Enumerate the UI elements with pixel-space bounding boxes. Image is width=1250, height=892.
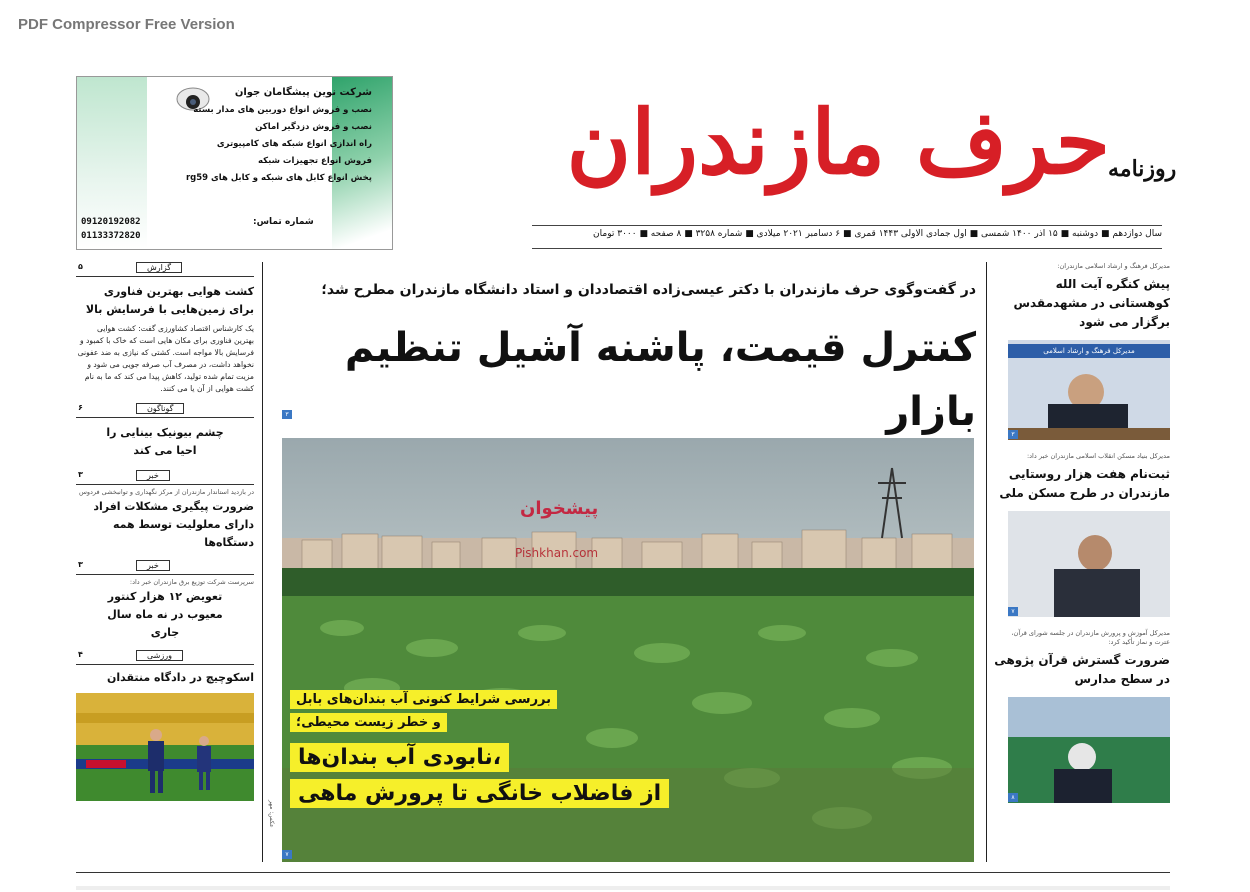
photo-headline: از فاضلاب خانگی تا پرورش ماهی (290, 779, 669, 808)
pdf-watermark: PDF Compressor Free Version (18, 16, 235, 33)
column-divider-left (262, 262, 263, 862)
section-tag-row: ۳ خبر (76, 560, 254, 575)
story-headline: اسکوچیچ در دادگاه منتقدان (107, 671, 254, 684)
left-column (76, 262, 254, 801)
dateline-bar (532, 225, 1162, 249)
photo-subcaption: بررسی شرایط کنونی آب بندان‌های بابل (290, 690, 557, 709)
section-tag: خبر (136, 470, 170, 481)
pishkhan-stamp: پیشخوان (520, 498, 599, 519)
photo-banner: مدیرکل فرهنگ و ارشاد اسلامی (1008, 344, 1170, 358)
football-photo (76, 693, 254, 801)
ad-line: نصب و فروش انواع دوربین های مدار بسته (193, 105, 372, 115)
story-headline: تعویض ۱۲ هزار کنتور معیوب در نه ماه سال جاری (107, 590, 223, 639)
section-tag: ورزشی (136, 650, 183, 661)
story-subheading: مدیرکل آموزش و پرورش مازندران در جلسه شورای قرآن، عترت و نماز تأکید کرد: (1011, 629, 1170, 646)
advertisement-box (76, 76, 393, 250)
story-subheading: مدیرکل بنیاد مسکن انقلاب اسلامی مازندران خبر داد: (1026, 452, 1170, 460)
ad-line: پخش انواع کابل های شبکه و کابل های rg59 (185, 173, 372, 183)
story-headline: کشت هوایی بهترین فناوری برای زمین‌هایی با فرسایش بالا (85, 285, 254, 316)
page-marker: ۷ (1008, 607, 1018, 616)
story-headline: ضرورت پیگیری مشکلات افراد دارای معلولیت توسط همه دستگاه‌ها (93, 500, 254, 549)
page-marker: ۷ (282, 850, 292, 859)
ad-line: راه اندازی انواع شبکه های کامپیوتری (216, 139, 372, 149)
story-photo (1008, 697, 1170, 803)
ad-phone-mobile: 09120192082 (81, 217, 141, 227)
section-tag: گوناگون (136, 403, 184, 414)
story-headline: پیش کنگره آیت الله کوهستانی در مشهدمقدس برگزار می شود (1013, 277, 1170, 329)
story-subheading: مدیرکل فرهنگ و ارشاد اسلامی مازندران: (1057, 262, 1170, 270)
right-column (994, 262, 1170, 803)
story-headline: چشم بیونیک بینایی را احیا می کند (106, 426, 224, 457)
photo-headline: نابودی آب بندان‌ها، (290, 743, 509, 772)
section-tag: خبر (136, 560, 170, 571)
page-marker: ۳ (282, 410, 292, 419)
ad-line: فروش انواع تجهیزات شبکه (258, 156, 372, 166)
story-body: یک کارشناس اقتصاد کشاورزی گفت: کشت هوایی بهترین فناوری برای مکان هایی است که خاک با کمبود و فرسایش بالا مواجه است. کشتی که نیازی به ضد عفونی نخواهد داشت، در مصرف آب صرفه جویی می شود و مزیت تمام شده تولید، کاهش پیدا می کند که ما به نام کشت هوایی از آن یا می کنند. (77, 324, 254, 393)
section-tag-row: ۵ گزارش (76, 262, 254, 277)
lead-kicker: در گفت‌وگوی حرف مازندران با دکتر عیسی‌زاده اقتصاددان و استاد دانشگاه مازندران مطرح شد؛ (321, 282, 976, 298)
section-tag-row: ۶ گوناگون (76, 403, 254, 418)
story-headline: ثبت‌نام هفت هزار روستایی مازندران در طرح مسکن ملی (999, 467, 1170, 500)
bottom-rule (76, 872, 1170, 873)
ad-phone-landline: 01133372820 (81, 231, 141, 241)
lead-headline: کنترل قیمت، پاشنه آشیل تنظیم بازار (344, 325, 976, 435)
story-headline: ضرورت گسترش قرآن پژوهی در سطح مدارس (994, 653, 1170, 686)
photo-subcaption: و خطر زیست محیطی؛ (290, 713, 447, 732)
newspaper-logo: حرف مازندران (566, 90, 1110, 194)
pishkhan-url: Pishkhan.com (515, 546, 599, 560)
story-subheading: در بازدید استاندار مازندران از مرکز نگهداری و توانبخشی فردوس (78, 488, 254, 496)
section-tag-row: ۴ ورزشی (76, 650, 254, 665)
story-photo (1008, 511, 1170, 617)
photo-credit: عکس: مهر (268, 800, 275, 828)
section-tag: گزارش (136, 262, 182, 273)
lead-photo (282, 438, 974, 862)
column-divider-right (986, 262, 987, 862)
dateline: سال دوازدهم ■ دوشنبه ■ ۱۵ آذر ۱۴۰۰ شمسی ■ اول جمادی الاولی ۱۴۴۳ قمری ■ ۶ دسامبر ۲۰۲۱ میلادی ■ شماره ۳۲۵۸ ■ ۸ صفحه ■ ۳۰۰۰ تومان (593, 229, 1162, 239)
newspaper-logo-prefix: روزنامه (1108, 156, 1177, 182)
ad-line: نصب و فروش دزدگیر اماکن (255, 122, 372, 132)
story-photo (1008, 340, 1170, 440)
ad-company-name: شرکت نوین پیشگامان جوان نصب و فروش انواع دوربین های مدار بسته نصب و فروش دزدگیر اماکن راه اندازی انواع شبکه های کامپیوتری فروش انواع تجهیزات شبکه پخش انواع کابل های شبکه و کابل های rg59 (122, 87, 372, 187)
story-subheading: سرپرست شرکت توزیع برق مازندران خبر داد: (129, 578, 254, 586)
ad-contact-label: شماره تماس: (253, 217, 314, 227)
bottom-strip (76, 886, 1170, 890)
section-tag-row: ۳ خبر (76, 470, 254, 485)
photo-caption (290, 688, 669, 812)
page-marker: ۳ (1008, 430, 1018, 439)
page-marker: ۸ (1008, 793, 1018, 802)
